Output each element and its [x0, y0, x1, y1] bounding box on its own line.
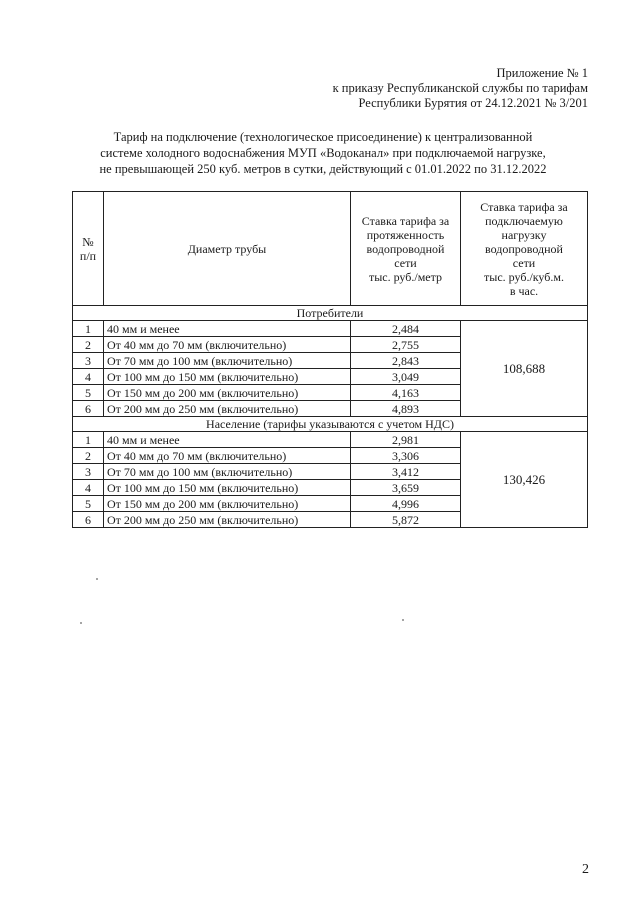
row-length-rate: 4,163 [351, 385, 461, 401]
row-number: 4 [73, 480, 104, 496]
row-number: 1 [73, 432, 104, 448]
header-load-line: подключаемую [485, 213, 563, 228]
scan-speck [80, 622, 82, 624]
row-diameter: От 40 мм до 70 мм (включительно) [104, 448, 351, 464]
row-diameter: От 40 мм до 70 мм (включительно) [104, 337, 351, 353]
row-length-rate: 2,981 [351, 432, 461, 448]
section-title: Потребители [73, 306, 588, 321]
header-number [73, 192, 104, 306]
page-number: 2 [582, 862, 589, 877]
table-row [73, 321, 588, 337]
row-length-rate: 3,412 [351, 464, 461, 480]
row-length-rate: 4,996 [351, 496, 461, 512]
section-load-rate: 130,426 [461, 432, 588, 528]
row-number: 3 [73, 464, 104, 480]
row-length-rate: 3,306 [351, 448, 461, 464]
row-length-rate: 2,755 [351, 337, 461, 353]
header-load-line: сети [512, 255, 536, 270]
appendix-line-3: Республики Бурятия от 24.12.2021 № 3/201 [358, 96, 588, 110]
row-number: 1 [73, 321, 104, 337]
section-row [73, 417, 588, 432]
title-line-1: Тариф на подключение (технологическое присоединение) к централизованной [113, 130, 533, 144]
row-diameter: От 70 мм до 100 мм (включительно) [104, 353, 351, 369]
scan-speck [96, 578, 98, 580]
row-length-rate: 2,843 [351, 353, 461, 369]
header-load-line: в час. [509, 283, 539, 298]
row-diameter: От 200 мм до 250 мм (включительно) [104, 512, 351, 528]
appendix-line-1: Приложение № 1 [496, 66, 588, 80]
header-length-line: протяженность [366, 227, 445, 242]
header-number-line-1: № [82, 234, 94, 249]
row-diameter: От 100 мм до 150 мм (включительно) [104, 369, 351, 385]
header-load-line: водопроводной [485, 241, 563, 256]
row-number: 3 [73, 353, 104, 369]
row-length-rate: 3,049 [351, 369, 461, 385]
table-row [73, 432, 588, 448]
section-load-rate: 108,688 [461, 321, 588, 417]
row-diameter: От 200 мм до 250 мм (включительно) [104, 401, 351, 417]
row-diameter: 40 мм и менее [104, 432, 351, 448]
appendix-line-2: к приказу Республиканской службы по тарифам [332, 81, 588, 95]
header-length-line: Ставка тарифа за [361, 213, 450, 228]
row-diameter: 40 мм и менее [104, 321, 351, 337]
header-length-line: сети [394, 255, 417, 270]
row-number: 6 [73, 512, 104, 528]
title-line-2: системе холодного водоснабжения МУП «Водоканал» при подключаемой нагрузке, [100, 146, 546, 160]
row-number: 5 [73, 385, 104, 401]
header-load-line: Ставка тарифа за [480, 199, 568, 214]
row-number: 4 [73, 369, 104, 385]
header-number-line-2: п/п [79, 248, 97, 263]
header-length-line: водопроводной [366, 241, 445, 256]
row-length-rate: 2,484 [351, 321, 461, 337]
header-load-rate [461, 192, 588, 306]
row-length-rate: 3,659 [351, 480, 461, 496]
header-length-rate [351, 192, 461, 306]
section-row [73, 306, 588, 321]
row-number: 2 [73, 448, 104, 464]
section-title: Население (тарифы указываются с учетом НДС) [73, 417, 588, 432]
row-diameter: От 150 мм до 200 мм (включительно) [104, 385, 351, 401]
tariff-table [72, 191, 588, 528]
row-length-rate: 5,872 [351, 512, 461, 528]
row-number: 2 [73, 337, 104, 353]
row-number: 6 [73, 401, 104, 417]
scan-speck [402, 619, 404, 621]
header-load-line: тыс. руб./куб.м. [484, 269, 564, 284]
appendix-header [333, 66, 588, 111]
row-diameter: От 100 мм до 150 мм (включительно) [104, 480, 351, 496]
header-load-line: нагрузку [501, 227, 547, 242]
table-body [73, 306, 588, 528]
document-title [60, 129, 586, 177]
row-diameter: От 70 мм до 100 мм (включительно) [104, 464, 351, 480]
header-diameter: Диаметр трубы [104, 192, 351, 306]
row-number: 5 [73, 496, 104, 512]
title-line-3: не превышающей 250 куб. метров в сутки, действующий с 01.01.2022 по 31.12.2022 [99, 162, 547, 176]
table-header-row [73, 192, 588, 306]
row-length-rate: 4,893 [351, 401, 461, 417]
header-length-line: тыс. руб./метр [368, 269, 443, 284]
row-diameter: От 150 мм до 200 мм (включительно) [104, 496, 351, 512]
